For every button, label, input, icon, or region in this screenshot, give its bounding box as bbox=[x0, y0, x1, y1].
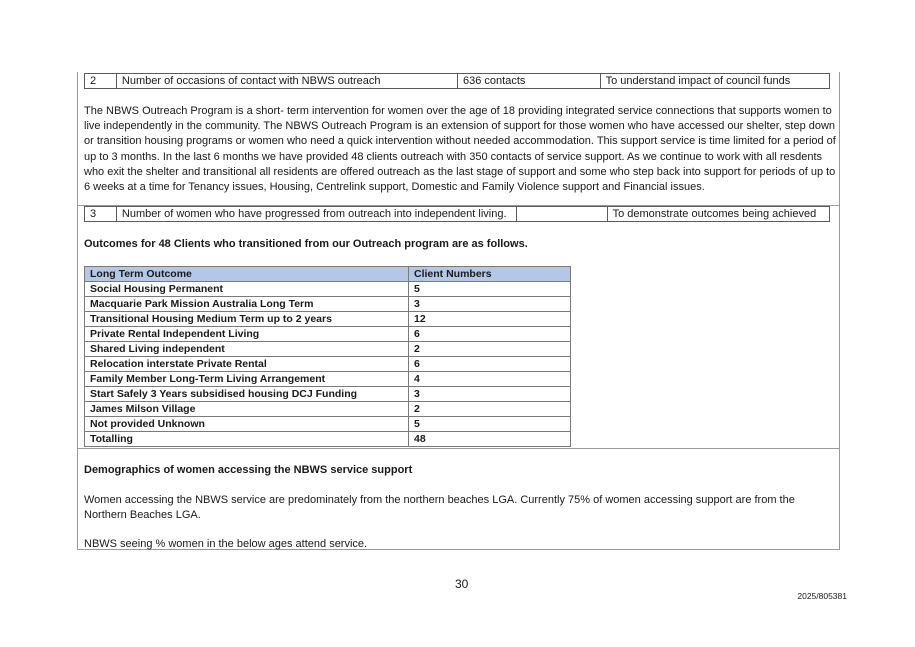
table-row bbox=[85, 312, 571, 327]
outcome-count: 3 bbox=[409, 297, 571, 312]
table-row bbox=[85, 327, 571, 342]
table-header-row bbox=[85, 267, 571, 282]
outcome-label: Macquarie Park Mission Australia Long Term bbox=[85, 297, 409, 312]
outcome-count: 2 bbox=[409, 402, 571, 417]
outcome-count: 6 bbox=[409, 327, 571, 342]
kpi-purpose: To demonstrate outcomes being achieved bbox=[612, 208, 817, 220]
outcome-count: 4 bbox=[409, 372, 571, 387]
outcome-count: 5 bbox=[409, 417, 571, 432]
section-divider bbox=[77, 448, 840, 449]
outcome-count: 12 bbox=[409, 312, 571, 327]
kpi-number: 3 bbox=[85, 207, 117, 221]
table-row bbox=[85, 342, 571, 357]
kpi-number: 2 bbox=[85, 74, 117, 88]
kpi-row-2 bbox=[84, 73, 830, 89]
outcome-label: James Milson Village bbox=[85, 402, 409, 417]
page-number: 30 bbox=[455, 577, 469, 591]
outcomes-heading: Outcomes for 48 Clients who transitioned from our Outreach program are as follows. bbox=[84, 238, 528, 250]
document-reference: 2025/805381 bbox=[797, 591, 847, 601]
demographics-ages-line: NBWS seeing % women in the below ages attend service. bbox=[84, 538, 368, 550]
table-row bbox=[85, 387, 571, 402]
total-label: Totalling bbox=[85, 432, 409, 447]
outcome-label: Relocation interstate Private Rental bbox=[85, 357, 409, 372]
outcome-label: Shared Living independent bbox=[85, 342, 409, 357]
demographics-paragraph: Women accessing the NBWS service are predominately from the northern beaches LGA. Currently 75% of women accessing support are from the Northern Beaches LGA. bbox=[84, 494, 795, 522]
kpi-result bbox=[517, 207, 608, 221]
header-client-numbers: Client Numbers bbox=[409, 267, 571, 282]
outcome-label: Social Housing Permanent bbox=[85, 282, 409, 297]
outcome-label: Family Member Long-Term Living Arrangement bbox=[85, 372, 409, 387]
kpi-measure: Number of occasions of contact with NBWS outreach bbox=[117, 74, 458, 88]
table-row bbox=[85, 417, 571, 432]
table-row bbox=[85, 402, 571, 417]
demographics-heading: Demographics of women accessing the NBWS service support bbox=[84, 464, 413, 476]
outcome-count: 2 bbox=[409, 342, 571, 357]
outcomes-table bbox=[84, 266, 571, 447]
outcome-label: Not provided Unknown bbox=[85, 417, 409, 432]
kpi-purpose: To understand impact of council funds bbox=[605, 75, 791, 87]
table-row bbox=[85, 297, 571, 312]
table-row bbox=[85, 282, 571, 297]
outcome-count: 5 bbox=[409, 282, 571, 297]
outcome-label: Start Safely 3 Years subsidised housing DCJ Funding bbox=[85, 387, 409, 402]
outreach-paragraph: The NBWS Outreach Program is a short- term intervention for women over the age of 18 providing integrated service connections that supports women to live independently in the community. The NBWS Outreach Program is an extension of support for those women who have accessed our shelter, step down or transition housing programs or women who need a quick intervention without needed accommodation. This support service is time limited for a period of up to 3 months. In the last 6 months we have provided 48 clients outreach with 350 contacts of service support. As we continue to work with all resdents who exit the shelter and transitional all residents are offered outreach as the last stage of support and some who step back into support for periods of up to 6 weeks at a time for Tenancy issues, Housing, Centrelink support, Domestic and Family Violence support and Financial issues. bbox=[84, 105, 836, 194]
table-total-row bbox=[85, 432, 571, 447]
outcome-count: 6 bbox=[409, 357, 571, 372]
outcome-label: Transitional Housing Medium Term up to 2 years bbox=[85, 312, 409, 327]
kpi-result: 636 contacts bbox=[458, 74, 601, 88]
header-long-term-outcome: Long Term Outcome bbox=[85, 267, 409, 282]
table-row bbox=[85, 372, 571, 387]
outcome-count: 3 bbox=[409, 387, 571, 402]
kpi-measure: Number of women who have progressed from outreach into independent living. bbox=[117, 207, 517, 221]
outcome-label: Private Rental Independent Living bbox=[85, 327, 409, 342]
kpi-row-3 bbox=[84, 206, 830, 222]
total-count: 48 bbox=[409, 432, 571, 447]
table-row bbox=[85, 357, 571, 372]
